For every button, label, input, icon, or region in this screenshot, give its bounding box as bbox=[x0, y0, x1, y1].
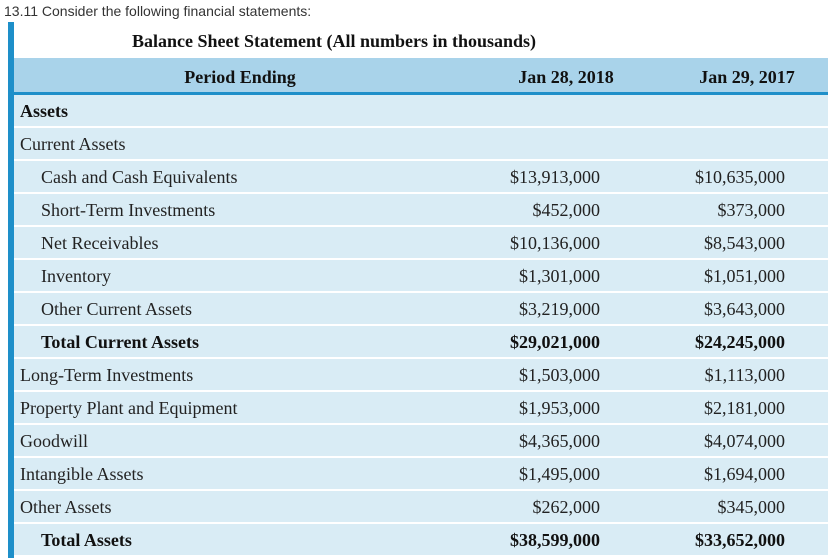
row-label: Goodwill bbox=[20, 431, 89, 451]
row-label: Other Assets bbox=[20, 497, 112, 517]
row-label: Net Receivables bbox=[41, 233, 159, 253]
row-value-2017: $1,113,000 bbox=[704, 365, 785, 385]
table-row-assets bbox=[14, 95, 828, 128]
row-value-2018: $10,136,000 bbox=[510, 233, 600, 253]
table-row-short-term-investments bbox=[14, 194, 828, 227]
row-label: Short-Term Investments bbox=[41, 200, 216, 220]
row-value-2018: $262,000 bbox=[532, 497, 600, 517]
table-row-current-assets bbox=[14, 128, 828, 161]
row-value-2018: $452,000 bbox=[532, 200, 600, 220]
table-body bbox=[14, 95, 828, 557]
table-row-cash bbox=[14, 161, 828, 194]
row-value-2018: $1,503,000 bbox=[519, 365, 600, 385]
table-row-ppe bbox=[14, 392, 828, 425]
row-value-2018: $1,301,000 bbox=[519, 266, 600, 286]
row-label: Current Assets bbox=[20, 134, 126, 154]
row-value-2017: $24,245,000 bbox=[695, 332, 785, 352]
row-label: Total Assets bbox=[41, 530, 132, 550]
row-value-2018: $13,913,000 bbox=[510, 167, 600, 187]
row-value-2018: $29,021,000 bbox=[510, 332, 600, 352]
row-label: Cash and Cash Equivalents bbox=[41, 167, 238, 187]
row-label: Total Current Assets bbox=[41, 332, 200, 352]
row-label: Assets bbox=[20, 101, 68, 121]
table-row-other-assets bbox=[14, 491, 828, 524]
table-row-other-current-assets bbox=[14, 293, 828, 326]
table-row-inventory bbox=[14, 260, 828, 293]
question-text: 13.11 Consider the following financial statements: bbox=[4, 3, 312, 19]
row-value-2018: $38,599,000 bbox=[510, 530, 600, 550]
table-row-goodwill bbox=[14, 425, 828, 458]
table-row-long-term-investments bbox=[14, 359, 828, 392]
row-value-2018: $3,219,000 bbox=[519, 299, 600, 319]
row-value-2018: $1,953,000 bbox=[519, 398, 600, 418]
row-label: Inventory bbox=[41, 266, 111, 286]
row-value-2017: $10,635,000 bbox=[695, 167, 785, 187]
row-label: Property Plant and Equipment bbox=[20, 398, 238, 418]
table-row-net-receivables bbox=[14, 227, 828, 260]
row-value-2017: $373,000 bbox=[717, 200, 785, 220]
table-row-total-current-assets bbox=[14, 326, 828, 359]
table-row-intangible-assets bbox=[14, 458, 828, 491]
row-value-2018: $1,495,000 bbox=[519, 464, 600, 484]
row-label: Long-Term Investments bbox=[20, 365, 194, 385]
row-label: Other Current Assets bbox=[41, 299, 192, 319]
row-value-2017: $8,543,000 bbox=[704, 233, 785, 253]
row-value-2017: $345,000 bbox=[717, 497, 785, 517]
row-value-2018: $4,365,000 bbox=[519, 431, 600, 451]
header-col-2018: Jan 28, 2018 bbox=[518, 67, 614, 87]
table-header bbox=[14, 58, 828, 95]
row-value-2017: $1,694,000 bbox=[704, 464, 785, 484]
table-row-total-assets bbox=[14, 524, 828, 557]
row-value-2017: $3,643,000 bbox=[704, 299, 785, 319]
row-label: Intangible Assets bbox=[20, 464, 144, 484]
row-value-2017: $4,074,000 bbox=[704, 431, 785, 451]
header-period-ending: Period Ending bbox=[184, 67, 296, 87]
table-title: Balance Sheet Statement (All numbers in thousands) bbox=[131, 31, 537, 51]
header-col-2017: Jan 29, 2017 bbox=[699, 67, 795, 87]
row-value-2017: $2,181,000 bbox=[704, 398, 785, 418]
row-value-2017: $1,051,000 bbox=[704, 266, 785, 286]
row-value-2017: $33,652,000 bbox=[695, 530, 785, 550]
